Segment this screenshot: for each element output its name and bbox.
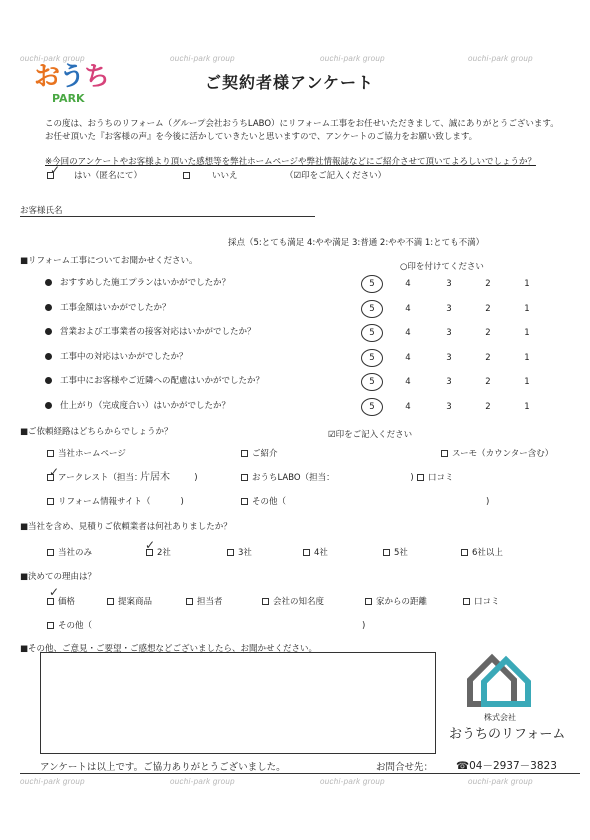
score-option[interactable]: 5 [369,279,375,289]
score-option[interactable]: 2 [485,377,491,387]
score-option[interactable]: 5 [369,303,375,314]
score-option[interactable]: 2 [485,303,491,314]
score-option[interactable]: 2 [485,401,491,412]
question-row [45,350,188,362]
question-text: 営業および工事業者の接客対応はいかがでしたか？ [60,327,256,337]
reason-distance[interactable]: 家からの距離 [365,595,427,607]
watermark: ouchi-park group [320,54,385,63]
consent-note: （☑印をご記入ください） [285,171,387,181]
selected-score-circle [361,373,383,391]
score-option[interactable]: 3 [446,279,452,289]
contact-label: お問合せ先： [376,762,434,773]
score-option[interactable]: 5 [369,352,375,363]
score-option[interactable]: 3 [446,303,452,314]
bullet-icon [45,304,52,311]
score-option[interactable]: 1 [524,352,530,363]
intro-line-2: お任せ頂いた『お客様の声』を今後に活かしていきたいと思いますので、アンケートのご協力をお願い致します。 [45,132,478,142]
reason-product[interactable]: 提案商品 [107,595,152,607]
selected-score-circle [361,349,383,367]
route-arcrest[interactable]: アークレスト（担当： ) [47,471,198,483]
consent-question: ※今回のアンケートやお客様より頂いた感想等を弊社ホームページや弊社情報誌などにご紹介させて頂いてよろしいでしょうか？ [45,157,536,167]
check-mark: ✓ [49,465,60,479]
route-info-site[interactable]: リフォーム情報サイト（ ) [47,495,184,507]
check-mark: ✓ [49,585,60,599]
watermark: ouchi-park group [20,54,85,63]
question-row [45,301,171,313]
score-option[interactable]: 5 [369,377,375,387]
score-option[interactable]: 4 [405,377,411,387]
name-underline[interactable] [20,216,315,217]
score-option[interactable]: 4 [405,352,411,363]
reason-staff[interactable]: 担当者 [186,595,223,607]
company-prefix: 株式会社 [484,713,516,722]
footer-divider [20,773,580,774]
route-note: ☑印をご記入ください [328,430,413,440]
intro-line-1: この度は、おうちのリフォーム（グループ会社おうちLABO）にリフォーム工事をお任せいただきまして、誠にありがとうございます。 [45,119,559,129]
bullet-icon [45,328,52,335]
competitors-only-us[interactable]: 当社のみ [47,546,92,558]
competitors-3[interactable]: 3社 [227,546,252,558]
question-row [45,325,256,337]
contact-phone: ☎04－2937－3823 [456,760,557,772]
question-row [45,276,230,288]
consent-yes[interactable]: はい（匿名にて） [47,169,142,181]
route-homepage[interactable]: 当社ホームページ [47,447,126,459]
mark-note: ○印を付けてください [400,262,484,272]
watermark: ouchi-park group [170,54,235,63]
competitors-5[interactable]: 5社 [383,546,408,558]
score-option[interactable]: 4 [405,279,411,289]
logo-park: PARK [52,92,85,105]
footer-thanks: アンケートは以上です。ご協力ありがとうございました。 [40,762,286,773]
section-comments: ■その他、ご意見・ご要望・ご感想などございましたら、お聞かせください。 [20,644,318,654]
question-text: 工事金額はいかがでしたか？ [60,302,171,313]
reason-other[interactable]: その他（ ) [47,619,365,631]
score-option[interactable]: 5 [369,328,375,338]
score-option[interactable]: 1 [524,328,530,338]
score-option[interactable]: 5 [369,401,375,412]
customer-name-label: お客様氏名 [20,206,63,216]
section-reason: ■決めての理由は？ [20,572,97,582]
reason-price[interactable]: 価格 [47,595,75,607]
selected-score-circle [361,324,383,342]
watermark: ouchi-park group [468,54,533,63]
selected-score-circle [361,300,383,318]
question-text: 仕上がり（完成度合い）はいかがでしたか？ [60,400,231,411]
company-name: おうちのリフォーム [449,727,566,742]
watermark: ouchi-park group [170,777,235,786]
bullet-icon [45,279,52,286]
score-option[interactable]: 2 [485,279,491,289]
house-logo-icon [462,652,534,708]
watermark: ouchi-park group [20,777,85,786]
logo: おうち [34,62,110,92]
question-row [45,374,264,386]
bullet-icon [45,353,52,360]
comments-textarea[interactable] [40,652,436,754]
score-option[interactable]: 1 [524,377,530,387]
route-suumo[interactable]: スーモ（カウンター含む） [441,447,553,459]
score-option[interactable]: 4 [405,328,411,338]
handwritten-staff: 片居木 [140,472,170,483]
check-mark: ✓ [50,163,61,177]
route-ouchi-labo[interactable]: おうちLABO（担当： ) [241,471,414,483]
score-option[interactable]: 4 [405,401,411,412]
score-option[interactable]: 3 [446,328,452,338]
section-route: ■ご依頼経路はどちらからでしょうか？ [20,427,173,437]
reason-fame[interactable]: 会社の知名度 [262,595,324,607]
question-row [45,399,230,411]
route-other[interactable]: その他（ ) [241,495,489,507]
section-reform: ■リフォーム工事についてお聞かせください。 [20,256,198,266]
route-word-of-mouth[interactable]: 口コミ [417,471,454,483]
question-text: おすすめした施工プランはいかがでしたか？ [60,278,231,288]
reason-word-of-mouth[interactable]: 口コミ [463,595,500,607]
watermark: ouchi-park group [320,777,385,786]
score-option[interactable]: 1 [524,401,530,412]
score-option[interactable]: 4 [405,303,411,314]
score-option[interactable]: 3 [446,352,452,363]
question-text: 工事中にお客様やご近隣への配慮はいかがでしたか？ [60,376,265,386]
scoring-legend: 採点（5:とても満足 4:やや満足 3:普通 2:やや不満 1:とても不満） [228,238,485,248]
bullet-icon [45,402,52,409]
score-option[interactable]: 3 [446,401,452,412]
watermark: ouchi-park group [468,777,533,786]
score-option[interactable]: 2 [485,328,491,338]
bullet-icon [45,377,52,384]
selected-score-circle [361,275,383,293]
competitors-6plus[interactable]: 6社以上 [461,546,503,558]
score-option[interactable]: 1 [524,303,530,314]
page-title: ご契約者様アンケート [205,73,375,92]
score-option[interactable]: 2 [485,352,491,363]
competitors-4[interactable]: 4社 [303,546,328,558]
check-mark: ✓ [145,538,156,552]
route-referral[interactable]: ご紹介 [241,447,278,459]
score-option[interactable]: 3 [446,377,452,387]
consent-no[interactable]: いいえ [183,169,238,181]
competitors-2[interactable]: 2社 [146,546,171,558]
question-text: 工事中の対応はいかがでしたか？ [60,351,188,362]
section-competitors: ■当社を含め、見積りご依頼業者は何社ありましたか？ [20,522,232,532]
score-option[interactable]: 1 [524,279,530,289]
selected-score-circle [361,398,383,416]
